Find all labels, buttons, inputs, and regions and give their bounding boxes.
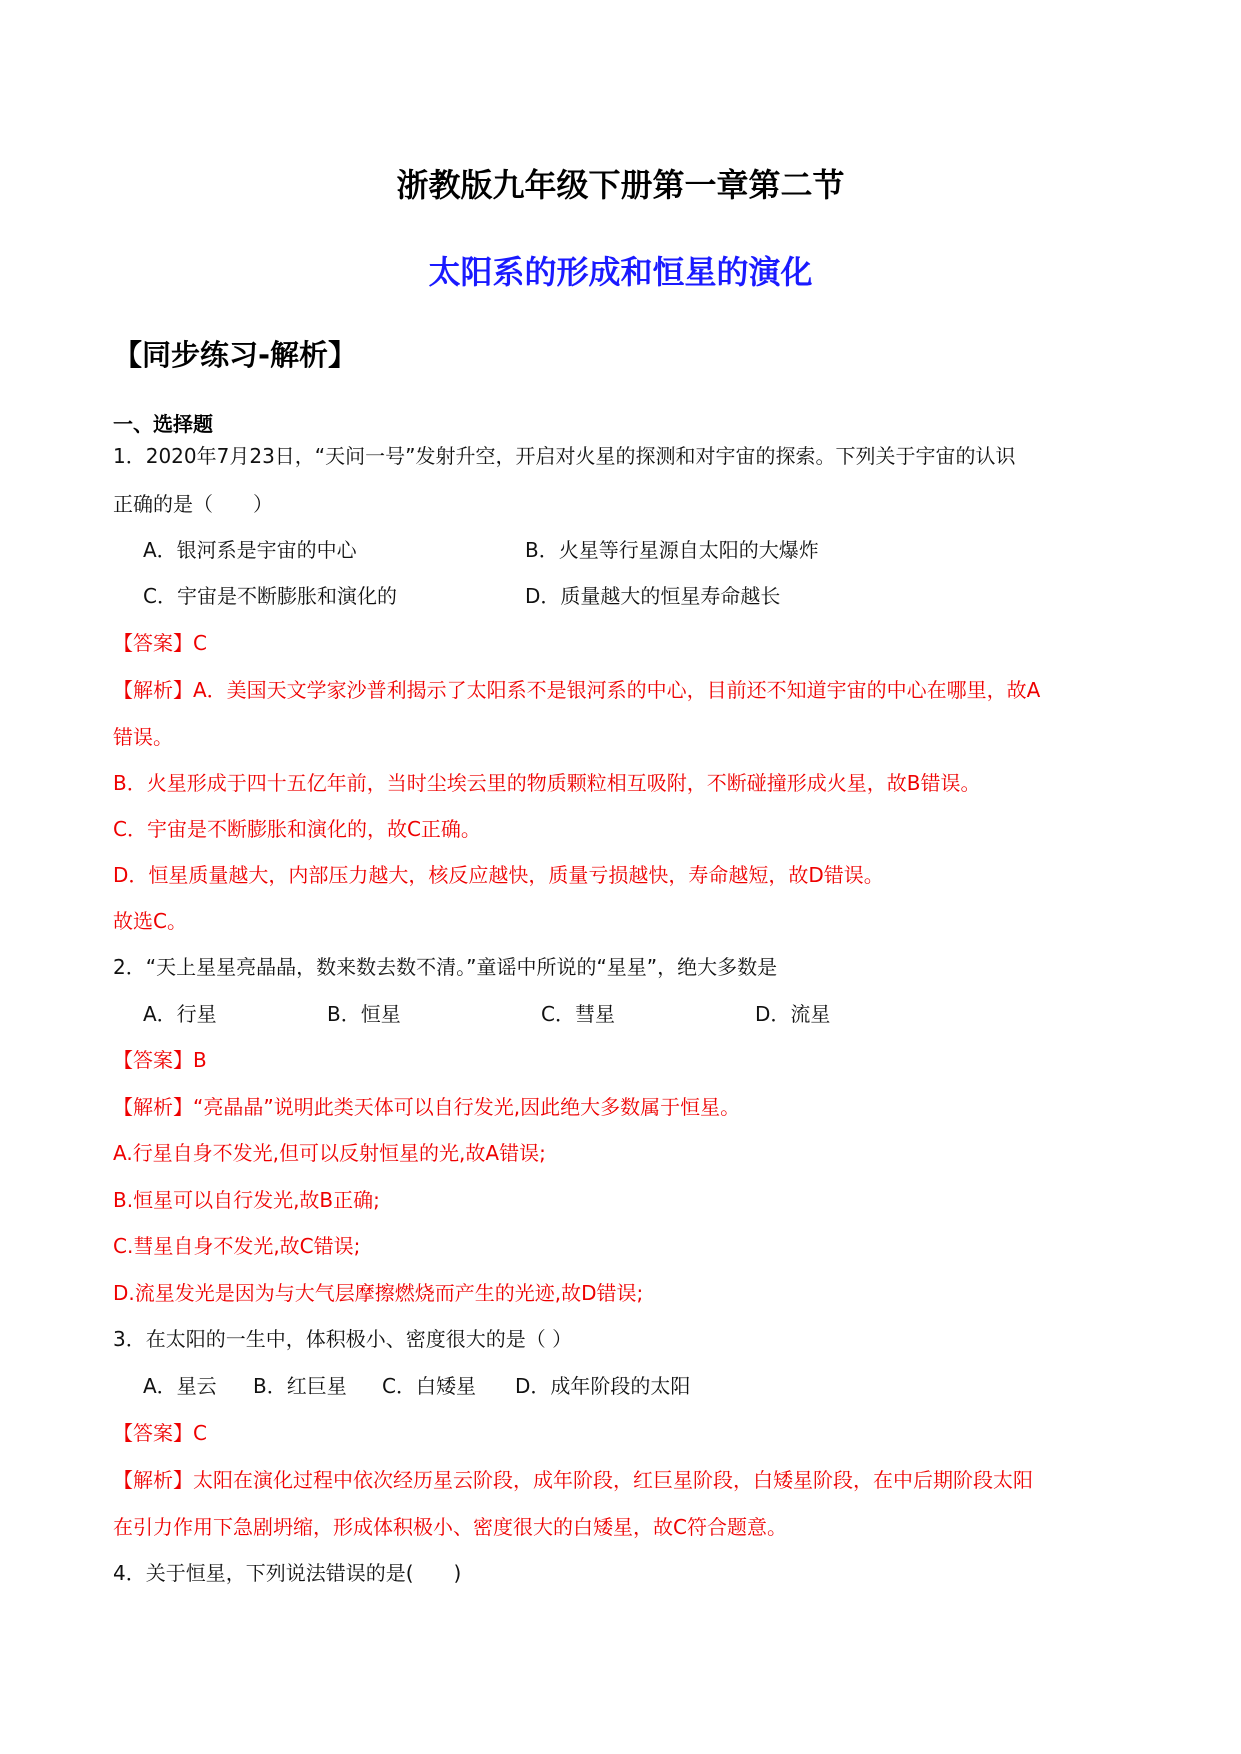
q1-option-d: D．质量越大的恒星寿命越长	[525, 584, 781, 608]
q4-stem: 4．关于恒星，下列说法错误的是( )	[113, 1561, 462, 1585]
q2-stem: 2．“天上星星亮晶晶，数来数去数不清。”童谣中所说的“星星”，绝大多数是	[113, 955, 778, 979]
q1-analysis-line2: 错误。	[113, 725, 173, 749]
q2-analysis-line1: 【解析】“亮晶晶”说明此类天体可以自行发光,因此绝大多数属于恒星。	[113, 1095, 741, 1119]
q3-analysis-line1: 【解析】太阳在演化过程中依次经历星云阶段，成年阶段，红巨星阶段，白矮星阶段，在中后期阶段太阳	[113, 1468, 1033, 1492]
document-subtitle: 太阳系的形成和恒星的演化	[428, 253, 813, 291]
q1-analysis-line5: D．恒星质量越大，内部压力越大，核反应越快，质量亏损越快，寿命越短，故D错误。	[113, 863, 884, 887]
q2-analysis-line2: A.行星自身不发光,但可以反射恒星的光,故A错误;	[113, 1141, 546, 1165]
q2-analysis-line5: D.流星发光是因为与大气层摩擦燃烧而产生的光迹,故D错误;	[113, 1281, 644, 1305]
q3-option-b: B．红巨星	[253, 1374, 347, 1398]
q1-stem-line1: 1．2020年7月23日，“天问一号”发射升空，开启对火星的探测和对宇宙的探索。下列关于宇宙的认识	[113, 444, 1016, 468]
q2-option-b: B．恒星	[327, 1002, 401, 1026]
q3-option-c: C．白矮星	[382, 1374, 476, 1398]
q3-stem: 3．在太阳的一生中，体积极小、密度很大的是（ ）	[113, 1327, 573, 1351]
question-type-heading: 一、选择题	[113, 412, 213, 436]
q1-option-a: A．银河系是宇宙的中心	[143, 538, 357, 562]
q3-answer: 【答案】C	[113, 1421, 207, 1445]
section-label: 【同步练习-解析】	[113, 338, 358, 372]
q1-analysis-line3: B．火星形成于四十五亿年前，当时尘埃云里的物质颗粒相互吸附，不断碰撞形成火星，故B错误。	[113, 771, 981, 795]
q1-option-b: B．火星等行星源自太阳的大爆炸	[525, 538, 819, 562]
q3-option-a: A．星云	[143, 1374, 217, 1398]
q2-analysis-line3: B.恒星可以自行发光,故B正确;	[113, 1188, 380, 1212]
q1-answer: 【答案】C	[113, 631, 207, 655]
document-title: 浙教版九年级下册第一章第二节	[396, 166, 845, 204]
q2-option-d: D．流星	[755, 1002, 831, 1026]
q1-stem-line2: 正确的是（ ）	[113, 492, 273, 516]
q1-option-c: C．宇宙是不断膨胀和演化的	[143, 584, 397, 608]
q3-analysis-line2: 在引力作用下急剧坍缩，形成体积极小、密度很大的白矮星，故C符合题意。	[113, 1515, 787, 1539]
q1-analysis-line6: 故选C。	[113, 909, 187, 933]
q1-analysis-line4: C．宇宙是不断膨胀和演化的，故C正确。	[113, 817, 481, 841]
q2-option-a: A．行星	[143, 1002, 217, 1026]
q2-option-c: C．彗星	[541, 1002, 615, 1026]
q2-analysis-line4: C.彗星自身不发光,故C错误;	[113, 1234, 361, 1258]
q1-analysis-line1: 【解析】A．美国天文学家沙普利揭示了太阳系不是银河系的中心，目前还不知道宇宙的中心在哪里，故A	[113, 678, 1041, 702]
q2-answer: 【答案】B	[113, 1048, 207, 1072]
q3-option-d: D．成年阶段的太阳	[515, 1374, 691, 1398]
